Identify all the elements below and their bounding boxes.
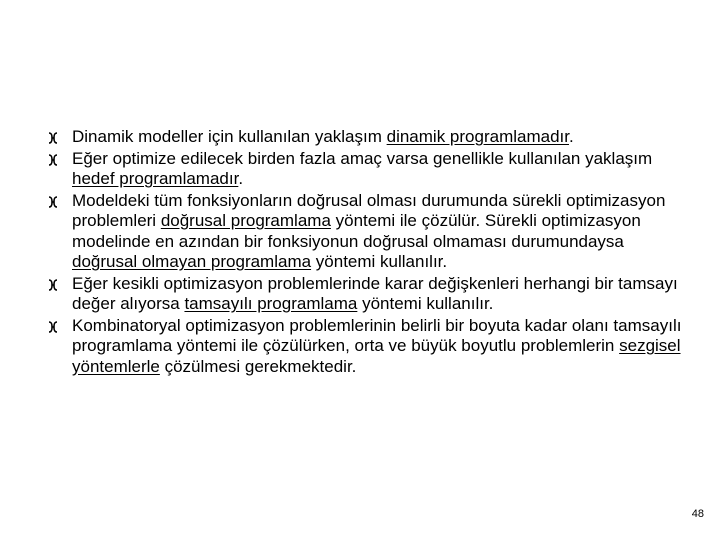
bullet-list	[47, 127, 687, 378]
underlined-term: doğrusal programlama	[160, 211, 331, 230]
bullet-text: yöntemi ile çözülür. Sürekli optimizasyon modelinde en azından bir fonksiyonun doğrusal olmaması durumundaysa	[72, 211, 641, 251]
underlined-term: sezgisel yöntemlerle	[72, 336, 681, 376]
underlined-term: doğrusal olmayan programlama	[72, 252, 312, 271]
bullet-text: Kombinatoryal optimizasyon problemlerinin belirli bir boyuta kadar olanı tamsayılı programlama yöntemi ile çözülürken, orta ve büyük boyutlu problemlerin	[72, 315, 682, 355]
flourish-bullet-icon	[47, 279, 59, 291]
flourish-bullet-icon	[47, 132, 59, 144]
bullet-text: Dinamik modeller için kullanılan yaklaşım	[72, 127, 387, 146]
underlined-term: tamsayılı programlama	[184, 294, 358, 313]
bullet-text: Eğer kesikli optimizasyon problemlerinde karar değişkenleri herhangi bir tamsayı değer alıyorsa	[72, 273, 678, 313]
bullet-text: yöntemi kullanılır.	[357, 294, 494, 313]
bullet-text: Eğer optimize edilecek birden fazla amaç varsa genellikle kullanılan yaklaşım	[72, 148, 653, 168]
bullet-text: yöntemi kullanılır.	[311, 252, 448, 271]
bullet-text: .	[568, 127, 574, 146]
bullet-item	[47, 127, 687, 148]
underlined-term: dinamik programlamadır	[386, 127, 569, 146]
flourish-bullet-icon	[47, 321, 59, 333]
bullet-item	[47, 316, 687, 378]
page-number: 48	[691, 508, 704, 520]
bullet-item	[47, 274, 687, 315]
bullet-item	[47, 191, 687, 273]
flourish-bullet-icon	[47, 154, 59, 166]
flourish-bullet-icon	[47, 196, 59, 208]
bullet-text: Modeldeki tüm fonksiyonların doğrusal olması durumunda sürekli optimizasyon problemleri	[72, 190, 666, 230]
bullet-text: .	[238, 169, 244, 188]
bullet-item	[47, 149, 687, 190]
bullet-text: çözülmesi gerekmektedir.	[159, 356, 357, 376]
underlined-term: hedef programlamadır	[72, 169, 239, 188]
